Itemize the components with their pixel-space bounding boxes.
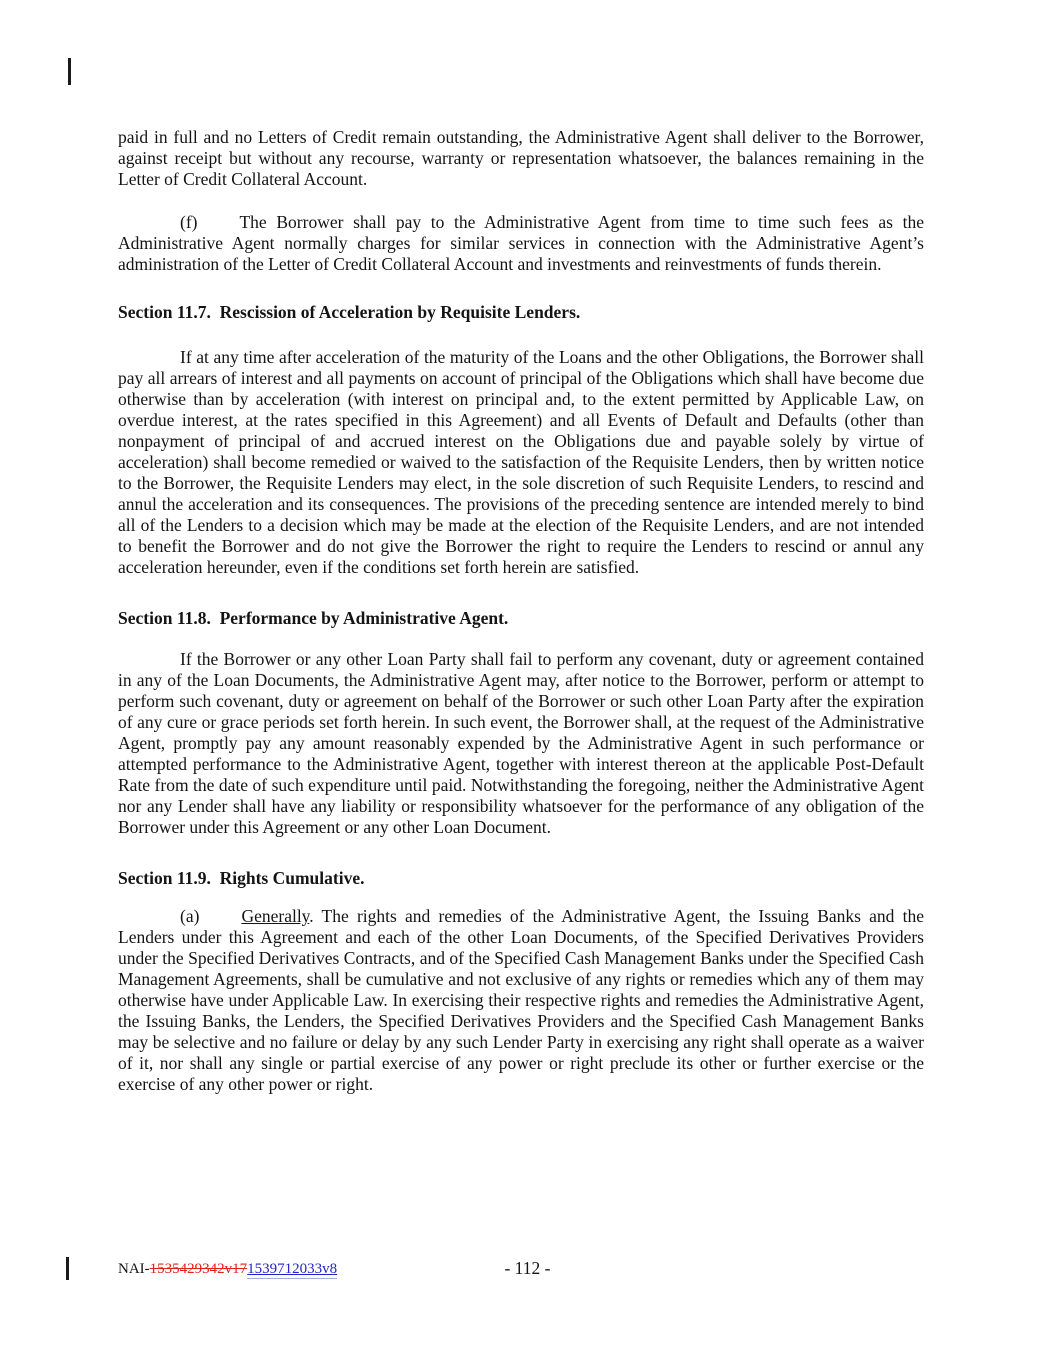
section-11-7-heading: Section 11.7. Rescission of Acceleration by Requisite Lenders. (118, 302, 581, 322)
section-11-8-heading: Section 11.8. Performance by Administrative Agent. (118, 608, 509, 628)
document-id-deleted: 1535429342v17 (149, 1261, 248, 1277)
section-11-7-body: If at any time after acceleration of the maturity of the Loans and the other Obligations, the Borrower shall pay all arrears of interest and all payments on account of principal of the Obligations which shall have become due otherwise than by acceleration (with interest on principal and, to the extent permitted by Applicable Law, on overdue interest, at the rates specified in this Agreement) and all Events of Default and Defaults (other than nonpayment of principal of and accrued interest on the Obligations due and payable solely by virtue of acceleration) shall become remedied or waived to the satisfaction of the Requisite Lenders, then by written notice to the Borrower, the Requisite Lenders may elect, in the sole discretion of such Requisite Lenders, to rescind and annul the acceleration and its consequences. The provisions of the preceding sentence are intended merely to bind all of the Lenders to a decision which may be made at the election of the Requisite Lenders, and are not intended to benefit the Borrower and do not give the Borrower the right to require the Lenders to rescind or annul any acceleration hereunder, even if the conditions set forth herein are satisfied. (118, 347, 924, 577)
paragraph-f (118, 212, 924, 275)
section-11-9-heading: Section 11.9. Rights Cumulative. (118, 868, 365, 888)
section-11-8-body: If the Borrower or any other Loan Party shall fail to perform any covenant, duty or agreement contained in any of the Loan Documents, the Administrative Agent may, after notice to the Borrower, perform or attempt to perform such covenant, duty or agreement on behalf of the Borrower or such other Loan Party after the expiration of any cure or grace periods set forth herein. In such event, the Borrower shall, at the request of the Administrative Agent, promptly pay any amount reasonably expended by the Administrative Agent in such performance or attempted performance to the Administrative Agent, together with interest thereon at the applicable Post-Default Rate from the date of such expenditure until paid. Notwithstanding the foregoing, neither the Administrative Agent nor any Lender shall have any liability or responsibility whatsoever for the performance of any obligation of the Borrower under this Agreement or any other Loan Document. (118, 649, 924, 837)
paragraph-f-text: The Borrower shall pay to the Administrative Agent from time to time such fees as the Administrative Agent normally charges for similar services in connection with the Administrative Agent’s administration of the Letter of Credit Collateral Account and investments and reinvestments of funds therein. (118, 212, 924, 274)
paragraph-f-label: (f) (180, 212, 198, 232)
document-id-prefix: NAI- (118, 1261, 150, 1277)
page-footer (0, 1258, 1055, 1288)
document-id-inserted: 1539712033v8 (247, 1261, 338, 1277)
revision-change-bar-icon (68, 58, 71, 85)
document-body (118, 127, 924, 1095)
page-number: - 112 - (504, 1258, 551, 1278)
paragraph-a-label: (a) (180, 906, 200, 926)
paragraph-continuation: paid in full and no Letters of Credit remain outstanding, the Administrative Agent shall deliver to the Borrower, against receipt but without any recourse, warranty or representation whatsoever, the balances remaining in the Letter of Credit Collateral Account. (118, 127, 924, 189)
paragraph-a-lead: Generally (241, 906, 310, 926)
paragraph-a-text: . The rights and remedies of the Administrative Agent, the Issuing Banks and the Lenders under this Agreement and each of the other Loan Documents, of the Specified Derivatives Providers under the Specified Derivatives Contracts, and of the Specified Cash Management Banks under the Specified Cash Management Agreements, shall be cumulative and not exclusive of any rights or remedies which any of them may otherwise have under Applicable Law. In exercising their respective rights and remedies the Administrative Agent, the Issuing Banks, the Lenders, the Specified Derivatives Providers and the Specified Cash Management Banks may be selective and no failure or delay by any such Lender Party in exercising any right shall operate as a waiver of it, nor shall any single or partial exercise of any power or right preclude its other or further exercise or the exercise of any other power or right. (118, 906, 924, 1094)
paragraph-a (118, 906, 924, 1095)
revision-change-bar-icon (66, 1257, 69, 1280)
